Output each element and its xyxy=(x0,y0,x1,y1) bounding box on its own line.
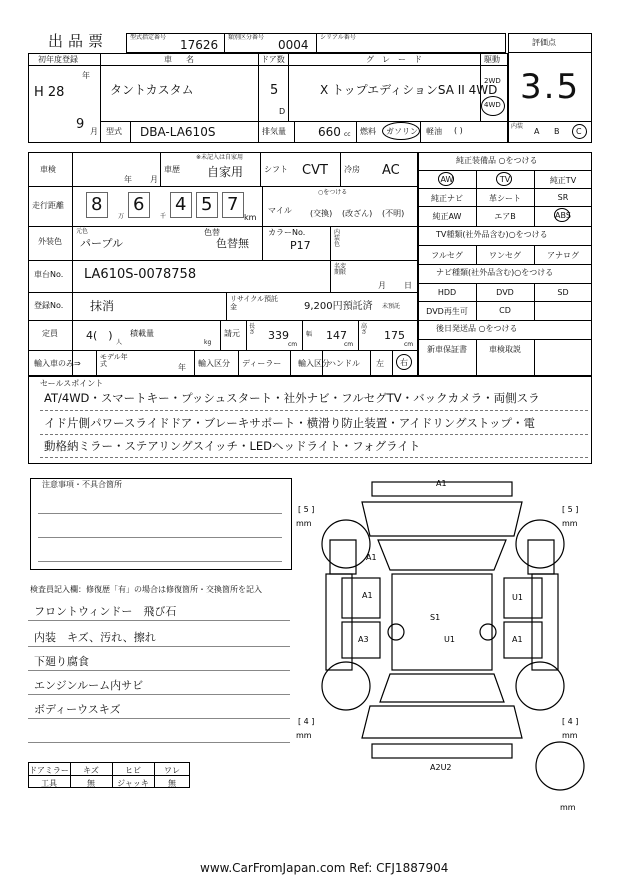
length: 339 xyxy=(268,329,289,342)
displacement: 660 xyxy=(318,125,341,139)
mark-s1: S1 xyxy=(430,613,441,622)
equipment-circle xyxy=(554,208,570,222)
mark-a1-bumper: A1 xyxy=(436,479,447,488)
mileage-digit: 6 xyxy=(133,194,145,215)
equipment-title: ナビ種類(社外品含む)○をつける xyxy=(436,268,554,277)
svg-text:[ 5 ]: [ 5 ] xyxy=(298,505,315,514)
sales-line-3: 動格納ミラー・ステアリングスイッチ・LEDヘッドライト・フォグライト xyxy=(44,439,421,453)
door-label: ドア数 xyxy=(261,55,285,64)
car-name-label: 車名 xyxy=(164,55,208,64)
equipment-item: 革シート xyxy=(489,194,521,203)
shift: CVT xyxy=(302,163,328,178)
mileage-digit: 4 xyxy=(175,194,187,215)
equipment-item: SD xyxy=(557,288,569,297)
color-no: P17 xyxy=(290,239,311,252)
equipment-title: TV種類(社外品含む)○をつける xyxy=(436,230,548,239)
notes-box xyxy=(30,478,292,570)
svg-text:mm: mm xyxy=(296,519,312,528)
equipment-item: HDD xyxy=(437,288,457,297)
fuel: ガソリン xyxy=(386,127,418,136)
mark-a1-door: A1 xyxy=(362,591,373,600)
serial-label: シリアル番号 xyxy=(320,34,356,41)
width: 147 xyxy=(326,329,347,342)
equipment-item: 新車保証書 xyxy=(427,345,467,354)
door-count: 5 xyxy=(270,83,279,98)
color: パープル xyxy=(80,237,124,250)
score-value: 3.5 xyxy=(520,67,581,107)
capacity: 4 xyxy=(86,329,93,342)
equipment-item: 純正AW xyxy=(432,212,462,221)
color-label: 外装色 xyxy=(38,237,62,246)
equipment-item: DVD xyxy=(496,288,514,297)
color-change: 色替無 xyxy=(216,237,249,250)
height: 175 xyxy=(384,329,405,342)
grade: X トップエディションSA II 4WD xyxy=(320,83,498,97)
sales-line-2: イド片側パワースライドドア・ブレーキサポート・横滑り防止装置・アイドリングストップ・電 xyxy=(44,416,536,430)
grade-label: グレード xyxy=(366,55,430,64)
reg: 抹消 xyxy=(90,299,115,313)
sales-line-1: AT/4WD・スマートキー・プッシュスタート・社外ナビ・フルセグTV・バックカメラ・両側スラ xyxy=(44,391,540,405)
mark-a1-fender: A1 xyxy=(366,553,377,562)
drive-label: 駆動 xyxy=(484,55,500,64)
equipment-item: 純正ナビ xyxy=(431,194,463,203)
mark-u1-door: U1 xyxy=(512,593,523,602)
equipment-item: アナログ xyxy=(547,251,579,260)
chassis-label: 車台No. xyxy=(34,270,64,279)
class-no: 0004 xyxy=(278,38,309,52)
usage-label: 車歴 xyxy=(164,165,180,174)
handle: 右 xyxy=(400,358,408,367)
svg-text:mm: mm xyxy=(296,731,312,740)
equipment-item: 純正TV xyxy=(549,176,577,185)
mileage-digit: 8 xyxy=(91,194,103,215)
equipment-item: ワンセグ xyxy=(489,251,521,260)
footer-text: www.CarFromJapan.com Ref: CFJ1887904 xyxy=(200,861,449,875)
reg-month: 9 xyxy=(76,117,85,132)
type-no: 17626 xyxy=(180,38,219,52)
equipment-item: ABS xyxy=(555,211,571,220)
score-label: 評価点 xyxy=(532,38,556,47)
equipment-title: 後日発送品 ○をつける xyxy=(436,324,518,333)
recycle: 9,200円預託済 xyxy=(304,301,373,312)
equipment-item: 車検取説 xyxy=(489,345,521,354)
model: DBA-LA610S xyxy=(140,125,216,139)
svg-text:mm: mm xyxy=(562,731,578,740)
svg-text:mm: mm xyxy=(562,519,578,528)
class-no-label: 類別区分番号 xyxy=(228,34,265,41)
mark-a3: A3 xyxy=(358,635,369,644)
model-label: 型式 xyxy=(106,127,122,136)
equipment-item: フルセグ xyxy=(431,251,463,260)
mileage-digit: 7 xyxy=(227,194,239,215)
fuel-label: 燃料 xyxy=(360,127,376,136)
svg-text:[ 5 ]: [ 5 ] xyxy=(562,505,579,514)
mark-a2u2: A2U2 xyxy=(430,763,452,772)
svg-text:mm: mm xyxy=(560,803,576,812)
shaken-label: 車検 xyxy=(40,165,56,174)
type-no-label: 型式指定番号 xyxy=(130,34,167,41)
reg-era: H 28 xyxy=(34,85,65,100)
chassis: LA610S-0078758 xyxy=(84,267,197,282)
equipment-circle xyxy=(438,172,454,186)
equipment-item: CD xyxy=(499,306,511,315)
equipment-item: DVD再生可 xyxy=(426,307,468,316)
mark-a1-rear: A1 xyxy=(512,635,523,644)
equipment-circle xyxy=(496,172,512,186)
car-body-diagram xyxy=(290,474,610,814)
mark-u1-roof: U1 xyxy=(444,635,455,644)
equipment-item: SR xyxy=(557,193,569,202)
svg-text:[ 4 ]: [ 4 ] xyxy=(562,717,579,726)
car-name: タントカスタム xyxy=(110,83,194,97)
usage: 自家用 xyxy=(207,165,244,179)
mileage-label: 走行距離 xyxy=(32,201,64,210)
mileage-digit: 5 xyxy=(201,194,213,215)
sheet-title: 出品票 xyxy=(48,32,109,50)
disp-label: 排気量 xyxy=(262,127,286,136)
first-reg-label: 初年度登録 xyxy=(38,55,78,64)
equipment-item: TV xyxy=(499,175,511,184)
equipment-item: AW xyxy=(440,175,454,184)
inspector-label: 検査員記入欄：修復歴「有」の場合は修復箇所・交換箇所を記入 xyxy=(30,585,262,594)
equipment-item: エアB xyxy=(494,212,516,221)
ac: AC xyxy=(382,163,400,178)
svg-text:[ 4 ]: [ 4 ] xyxy=(298,717,315,726)
